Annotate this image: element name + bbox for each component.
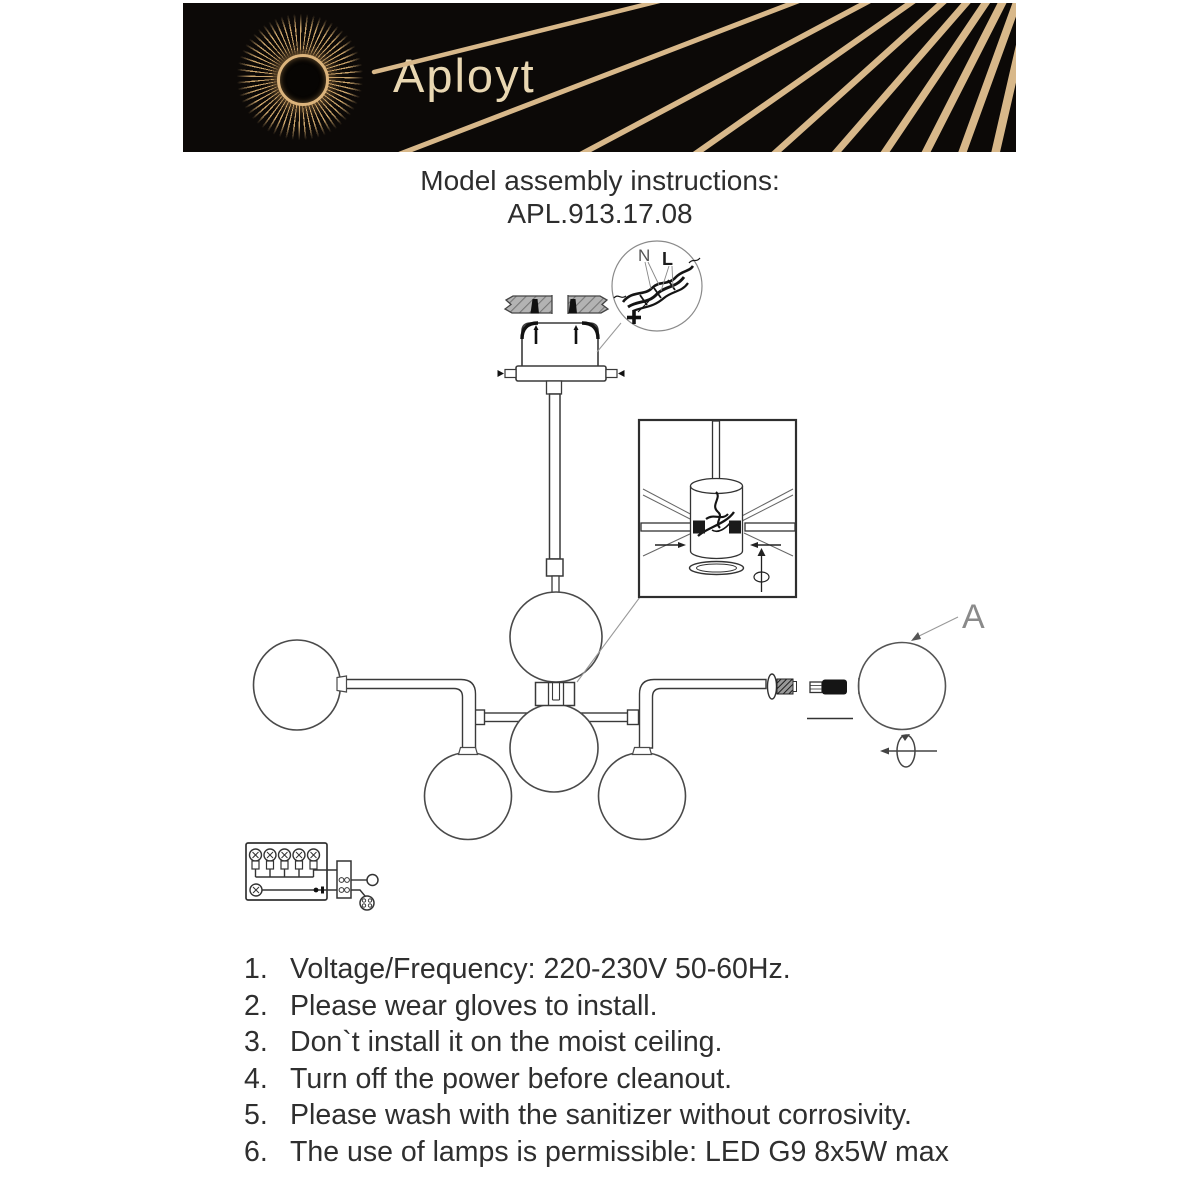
globe-bottom-left bbox=[425, 753, 512, 840]
plug-connector bbox=[360, 896, 374, 910]
socket-thread bbox=[777, 679, 793, 694]
ceiling-bar bbox=[505, 295, 608, 315]
globe-left bbox=[254, 640, 341, 730]
model-number: APL.913.17.08 bbox=[507, 198, 693, 229]
instruction-number: 4. bbox=[244, 1062, 268, 1095]
glass-detail-label: A bbox=[962, 598, 985, 636]
side-bolt-icon bbox=[618, 370, 625, 377]
page-title: Model assembly instructions: bbox=[420, 165, 780, 196]
wire-ring-connector bbox=[367, 875, 378, 886]
instruction-item bbox=[240, 1061, 1030, 1098]
instruction-number: 2. bbox=[244, 989, 268, 1022]
instruction-list bbox=[240, 951, 1030, 1170]
instruction-text: Please wear gloves to install. bbox=[290, 989, 658, 1022]
instruction-text: Please wash with the sanitizer without corrosivity. bbox=[290, 1099, 912, 1131]
instruction-number: 5. bbox=[244, 1099, 268, 1131]
wire-label-neutral: N bbox=[638, 246, 651, 265]
globe-center bbox=[510, 704, 598, 792]
instruction-item bbox=[240, 1134, 1030, 1171]
hub-cylinder bbox=[691, 479, 743, 559]
socket-and-bulb bbox=[768, 674, 854, 719]
globe-left-collar bbox=[337, 676, 347, 692]
globe-bottom-right bbox=[599, 753, 686, 840]
wire-label-live: L bbox=[662, 249, 673, 269]
instruction-number: 6. bbox=[244, 1135, 268, 1168]
instruction-number: 3. bbox=[244, 1026, 268, 1058]
right-arm bbox=[640, 680, 767, 749]
canopy-mount bbox=[498, 323, 625, 394]
globe-top bbox=[510, 592, 602, 682]
g9-bulb-icon bbox=[810, 680, 847, 695]
instruction-item bbox=[240, 988, 1030, 1025]
hub-detail-inset bbox=[639, 420, 796, 597]
instruction-number: 1. bbox=[244, 953, 268, 985]
instruction-text: Voltage/Frequency: 220-230V 50-60Hz. bbox=[290, 953, 791, 985]
instruction-item bbox=[240, 951, 1030, 988]
terminal-block-schematic bbox=[246, 843, 378, 910]
rotate-symbol-icon bbox=[884, 735, 937, 767]
detached-globe bbox=[859, 598, 986, 767]
instruction-text: Turn off the power before cleanout. bbox=[290, 1062, 733, 1095]
wiring-callout bbox=[597, 241, 702, 352]
instruction-item bbox=[240, 1024, 1030, 1061]
left-arm bbox=[345, 680, 476, 749]
hanging-rod bbox=[547, 394, 564, 596]
instruction-item bbox=[240, 1097, 1030, 1134]
brand-logo-text: Aployt bbox=[393, 49, 536, 102]
side-bolt-icon bbox=[498, 370, 505, 377]
instruction-text: The use of lamps is permissible: LED G9 8x5W max bbox=[290, 1135, 949, 1168]
instruction-text: Don`t install it on the moist ceiling. bbox=[290, 1026, 723, 1058]
